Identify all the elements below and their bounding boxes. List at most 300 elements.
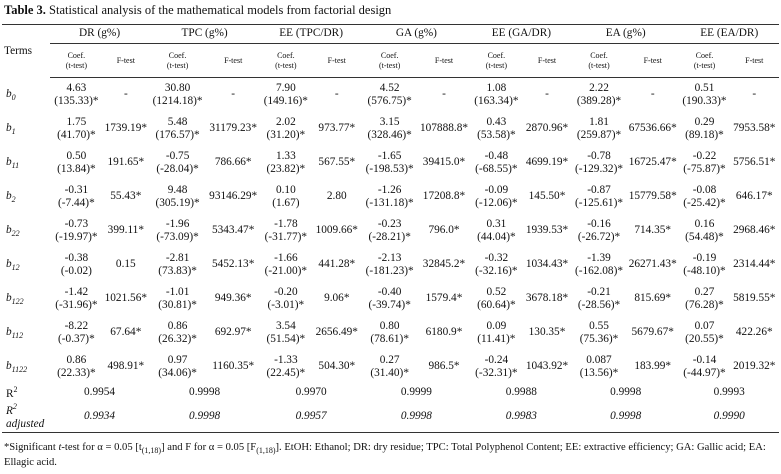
ftest-cell: 1009.66* (315, 224, 358, 237)
ttest-label: (t-test) (379, 60, 401, 70)
group-header-row (2, 25, 779, 44)
coef-value: 0.31 (486, 217, 507, 230)
coef-cell (50, 180, 103, 214)
ftest-cell: - (650, 88, 655, 101)
terms-header: Terms (2, 25, 50, 78)
coef-label: Coef. (67, 51, 86, 61)
coef-value: 0.97 (167, 353, 188, 366)
r2-value: 0.9999 (400, 386, 432, 399)
group-header: EE (GA/DR) (471, 25, 572, 44)
ttest-value: (-162.08)* (574, 265, 623, 277)
ftest-cell: 15779.58* (628, 190, 677, 203)
table-row (2, 350, 779, 384)
coef-cell (471, 146, 522, 180)
coef-cell (260, 214, 311, 248)
ftest-cell: 16725.47* (628, 156, 677, 169)
coef-cell (572, 350, 626, 384)
coef-cell (471, 248, 522, 282)
coef-cell (50, 214, 103, 248)
ttest-value: (328.46)* (367, 129, 412, 141)
term-cell (2, 112, 50, 146)
coef-value: -0.14 (692, 353, 717, 366)
ttest-value: (31.40)* (370, 367, 409, 379)
term-subscript: 112 (11, 330, 24, 340)
ftest-cell: 4699.19* (525, 156, 569, 169)
coef-cell (679, 350, 729, 384)
coef-value: 3.54 (275, 319, 296, 332)
group-header: DR (g%) (50, 25, 149, 44)
ttest-value: (-48.10)* (683, 265, 726, 277)
coef-cell (572, 214, 626, 248)
term-subscript: 22 (11, 228, 20, 238)
coef-cell (50, 78, 103, 113)
footnote-subscript: (1,18) (141, 446, 162, 455)
ttest-value: (-31.96)* (55, 299, 98, 311)
ftest-cell: 796.0* (428, 224, 460, 237)
coef-value: -1.66 (274, 251, 298, 264)
ttest-value: (-19.97)* (55, 231, 98, 243)
ftest-cell: 67536.66* (628, 122, 677, 135)
coef-value: 4.52 (379, 81, 400, 94)
r2-adjusted-value: 0.9983 (471, 402, 572, 432)
coef-value: 0.27 (379, 353, 400, 366)
r2-adjusted-value: 0.9998 (362, 402, 471, 432)
coef-cell (260, 282, 311, 316)
coef-cell (50, 146, 103, 180)
term-cell (2, 214, 50, 248)
coef-cell (362, 78, 417, 113)
ftest-cell: 5756.51* (733, 156, 776, 169)
ttest-value: (-73.09)* (156, 231, 199, 243)
ftest-cell: 1043.92* (525, 360, 569, 373)
coef-cell (149, 112, 206, 146)
term-subscript: 0 (11, 92, 16, 102)
coef-value: 0.86 (66, 353, 87, 366)
coef-header (149, 44, 206, 78)
ftest-cell: 567.55* (318, 156, 356, 169)
coef-value: 0.10 (275, 183, 296, 196)
ttest-label: (t-test) (275, 60, 297, 70)
coef-value: -0.23 (377, 217, 402, 230)
coef-cell (572, 180, 626, 214)
footnote-subscript: (1,18) (256, 446, 276, 455)
ttest-label: (t-test) (693, 60, 716, 70)
ttest-value: (30.81)* (158, 299, 197, 311)
ttest-value: (78.61)* (370, 333, 409, 345)
coef-cell (149, 78, 206, 113)
ftest-header: F-test (626, 44, 679, 78)
table-body (2, 78, 779, 433)
coef-cell (50, 282, 103, 316)
coef-value: 7.90 (275, 81, 296, 94)
coef-cell (471, 214, 522, 248)
term-cell (2, 180, 50, 214)
coef-cell (50, 112, 103, 146)
coef-value: 1.75 (66, 115, 87, 128)
coef-value: -0.87 (587, 183, 611, 196)
coef-value: -0.22 (692, 149, 717, 162)
ftest-cell: - (442, 88, 446, 101)
coef-value: 0.50 (66, 149, 87, 162)
coef-cell (260, 180, 311, 214)
r2-adjusted-value: 0.9934 (50, 402, 149, 432)
r2-value: 0.9998 (610, 386, 642, 399)
ftest-cell: 815.69* (634, 292, 672, 305)
term-symbol: b (6, 359, 12, 372)
ttest-value: (26.32)* (158, 333, 197, 345)
ftest-cell: 2.80 (326, 190, 347, 203)
ftest-cell: - (231, 88, 236, 101)
ttest-value: (-125.61)* (574, 197, 623, 209)
footnote-text: -test for α = 0.05 [t (61, 442, 142, 453)
footnote-text: *Significant (4, 442, 59, 453)
ttest-value: (13.84)* (57, 163, 96, 175)
coef-cell (679, 316, 729, 350)
ftest-cell: 949.36* (214, 292, 252, 305)
ttest-value: (-31.77)* (264, 231, 308, 243)
coef-value: 1.81 (589, 115, 609, 128)
ttest-value: (-7.44)* (58, 197, 95, 209)
ttest-value: (305.19)* (155, 197, 200, 209)
ftest-cell: 498.91* (107, 360, 145, 373)
coef-value: -0.78 (587, 149, 611, 162)
ttest-value: (44.04)* (477, 231, 516, 243)
ftest-cell: 399.11* (107, 224, 144, 237)
coef-cell (679, 282, 729, 316)
group-header: GA (g%) (362, 25, 471, 44)
coef-cell (471, 78, 522, 113)
coef-value: -2.81 (165, 251, 190, 264)
table-row (2, 112, 779, 146)
table-row (2, 316, 779, 350)
statistics-table (2, 24, 779, 433)
coef-value: -1.78 (274, 217, 298, 230)
ttest-value: (89.18)* (685, 129, 724, 141)
r2-row (2, 384, 779, 402)
ttest-value: (60.64)* (477, 299, 516, 311)
ttest-value: (-28.04)* (156, 163, 199, 175)
ftest-header: F-test (730, 44, 779, 78)
ftest-cell: 1739.19* (104, 122, 147, 135)
coef-value: 0.29 (694, 115, 715, 128)
term-symbol: b (6, 155, 12, 168)
ttest-value: (-198.53)* (365, 163, 414, 175)
ttest-label: (t-test) (65, 60, 88, 70)
r2-adjusted-value: 0.9957 (260, 402, 362, 432)
ftest-cell: 145.50* (528, 190, 566, 203)
coef-value: -0.21 (587, 285, 611, 298)
r2-adjusted-row (2, 402, 779, 432)
sub-header-row (2, 44, 779, 78)
coef-cell (679, 248, 729, 282)
ttest-value: (-68.55)* (475, 163, 518, 175)
ftest-cell: 2968.46* (733, 224, 776, 237)
r2-adjusted-value: 0.9990 (679, 402, 779, 432)
ftest-cell: 107888.8* (419, 122, 468, 135)
ftest-cell: - (545, 88, 549, 101)
ttest-value: (13.56)* (579, 367, 619, 379)
r2-value: 0.9993 (713, 386, 745, 399)
ftest-cell: 1021.56* (104, 292, 147, 305)
ftest-cell: 26271.43* (628, 258, 677, 271)
coef-cell (471, 112, 522, 146)
coef-header (50, 44, 103, 78)
coef-value: 0.80 (379, 319, 400, 332)
coef-value: 0.16 (694, 217, 715, 230)
r2-value: 0.9954 (84, 386, 116, 399)
ftest-header: F-test (417, 44, 470, 78)
term-subscript: 12 (11, 262, 20, 272)
ftest-cell: 2870.96* (525, 122, 569, 135)
coef-header (260, 44, 311, 78)
footnote-text: ]. EtOH: Ethanol; DR: dry residue; TPC: Total Polyphenol Content; EE: extractive efficiency; GA: Gallic acid; EA: Ellagic acid. (4, 442, 766, 469)
ttest-value: (20.55)* (685, 333, 724, 345)
ttest-value: (75.36)* (579, 333, 619, 345)
term-cell (2, 316, 50, 350)
ftest-cell: 6180.9* (425, 326, 463, 339)
ftest-header: F-test (522, 44, 572, 78)
coef-cell (149, 214, 206, 248)
coef-cell (260, 78, 311, 113)
ttest-value: (-25.42)* (683, 197, 726, 209)
term-subscript: 1122 (11, 364, 28, 374)
ftest-cell: 692.97* (214, 326, 252, 339)
table-row (2, 214, 779, 248)
ttest-value: (23.82)* (266, 163, 306, 175)
r2-adjusted-value: 0.9998 (572, 402, 679, 432)
ftest-cell: 504.30* (318, 360, 356, 373)
ftest-cell: 422.26* (735, 326, 773, 339)
table-caption (4, 3, 391, 18)
r2-label (2, 384, 50, 402)
term-cell (2, 78, 50, 113)
ttest-value: (-129.32)* (574, 163, 623, 175)
coef-cell (679, 214, 729, 248)
ttest-value: (576.75)* (367, 95, 412, 107)
term-symbol: b (6, 87, 12, 100)
ttest-value: (76.28)* (685, 299, 724, 311)
coef-value: 0.55 (589, 319, 609, 332)
term-subscript: 1 (11, 126, 16, 136)
coef-value: -0.24 (484, 353, 509, 366)
ttest-value: (51.54)* (266, 333, 306, 345)
coef-value: 0.087 (586, 353, 612, 366)
ftest-cell: - (752, 88, 757, 101)
ttest-value: (54.48)* (685, 231, 724, 243)
ftest-cell: 7953.58* (733, 122, 776, 135)
coef-value: 1.33 (275, 149, 296, 162)
coef-value: -1.01 (165, 285, 190, 298)
coef-value: -1.39 (587, 251, 611, 264)
ftest-cell: 1034.43* (525, 258, 569, 271)
coef-value: -0.75 (165, 149, 190, 162)
ftest-cell: 2019.32* (733, 360, 776, 373)
term-cell (2, 248, 50, 282)
ftest-cell: 5452.13* (211, 258, 255, 271)
ttest-label: (t-test) (588, 60, 610, 70)
coef-value: -0.19 (692, 251, 717, 264)
coef-value: 1.08 (486, 81, 507, 94)
coef-cell (572, 112, 626, 146)
coef-value: -0.31 (64, 183, 89, 196)
ttest-value: (-32.16)* (475, 265, 518, 277)
coef-cell (679, 78, 729, 113)
coef-value: -0.73 (64, 217, 89, 230)
ttest-value: (41.70)* (57, 129, 96, 141)
coef-value: 0.52 (486, 285, 507, 298)
ttest-value: (-44.97)* (683, 367, 726, 379)
term-symbol: b (6, 325, 12, 338)
ttest-value: (389.28)* (576, 95, 622, 107)
ttest-value: (31.20)* (266, 129, 306, 141)
coef-cell (260, 316, 311, 350)
coef-value: -0.16 (587, 217, 611, 230)
ttest-value: (-32.31)* (475, 367, 518, 379)
ttest-value: (-181.23)* (365, 265, 414, 277)
ttest-value: (-26.72)* (577, 231, 621, 243)
ftest-header: F-test (103, 44, 149, 78)
ftest-cell: 1939.53* (525, 224, 569, 237)
ftest-cell: 5679.67* (631, 326, 674, 339)
ftest-cell: 2314.44* (733, 258, 776, 271)
table-row (2, 78, 779, 113)
coef-cell (149, 180, 206, 214)
ftest-cell: 973.77* (318, 122, 356, 135)
r2-value: 0.9970 (295, 386, 327, 399)
table-row (2, 282, 779, 316)
coef-cell (362, 316, 417, 350)
ttest-value: (163.34)* (474, 95, 519, 107)
term-subscript: 11 (11, 160, 20, 170)
coef-header (572, 44, 626, 78)
coef-header (362, 44, 417, 78)
table-row (2, 146, 779, 180)
coef-value: -0.48 (484, 149, 509, 162)
coef-cell (471, 316, 522, 350)
ftest-cell: 39415.0* (422, 156, 466, 169)
ttest-value: (34.06)* (158, 367, 197, 379)
coef-cell (572, 248, 626, 282)
ttest-value: (-39.74)* (368, 299, 411, 311)
term-cell (2, 146, 50, 180)
coef-cell (362, 350, 417, 384)
ttest-value: (1.67) (272, 197, 300, 209)
term-symbol: b (6, 291, 12, 304)
coef-cell (260, 350, 311, 384)
coef-cell (471, 350, 522, 384)
coef-cell (362, 214, 417, 248)
coef-value: -1.96 (165, 217, 190, 230)
term-symbol: b (6, 223, 12, 236)
ftest-header: F-test (312, 44, 363, 78)
ftest-cell: 646.17* (735, 190, 773, 203)
ttest-value: (22.33)* (57, 367, 96, 379)
r2-value: 0.9988 (505, 386, 537, 399)
ftest-cell: 17208.8* (422, 190, 466, 203)
coef-cell (260, 112, 311, 146)
ttest-value: (1214.18)* (152, 95, 203, 107)
ttest-value: (149.16)* (263, 95, 308, 107)
ftest-cell: 9.06* (324, 292, 350, 305)
table-label: Table 3. (4, 3, 46, 17)
ftest-cell: 130.35* (528, 326, 566, 339)
r2-value: 0.9998 (189, 386, 221, 399)
ftest-cell: 0.15 (115, 258, 136, 271)
coef-value: -0.38 (64, 251, 89, 264)
coef-value: 9.48 (167, 183, 188, 196)
coef-value: -1.26 (377, 183, 402, 196)
coef-cell (362, 282, 417, 316)
r2-superscript: 2 (13, 384, 18, 394)
r2-superscript: 2 (12, 402, 17, 411)
coef-label: Coef. (487, 51, 506, 61)
ftest-header: F-test (206, 44, 260, 78)
ttest-value: (-3.01)* (267, 299, 305, 311)
ttest-value: (-131.18)* (365, 197, 414, 209)
ftest-cell: 191.65* (107, 156, 145, 169)
coef-header (471, 44, 522, 78)
coef-value: 0.07 (694, 319, 715, 332)
coef-label: Coef. (168, 51, 187, 61)
coef-cell (149, 316, 206, 350)
coef-cell (572, 78, 626, 113)
coef-label: Coef. (277, 51, 295, 61)
r2-adjusted-label (2, 402, 50, 432)
coef-value: -0.20 (274, 285, 298, 298)
ttest-value: (11.41)* (477, 333, 516, 345)
ftest-cell: - (334, 88, 339, 101)
ftest-cell: 714.35* (634, 224, 672, 237)
coef-header (679, 44, 729, 78)
coef-cell (149, 248, 206, 282)
r2-adjusted-text: adjusted (6, 418, 45, 431)
ftest-cell: 5343.47* (211, 224, 255, 237)
coef-label: Coef. (380, 51, 399, 61)
group-header: EE (EA/DR) (679, 25, 779, 44)
coef-value: 2.22 (589, 81, 609, 94)
term-symbol: b (6, 189, 12, 202)
coef-cell (572, 146, 626, 180)
ttest-value: (-28.21)* (368, 231, 411, 243)
r2-adjusted-value: 0.9998 (149, 402, 260, 432)
ftest-cell: 32845.2* (422, 258, 466, 271)
ttest-value: (-0.02) (60, 265, 92, 277)
ttest-value: (73.83)* (158, 265, 197, 277)
term-cell (2, 350, 50, 384)
ttest-value: (135.33)* (54, 95, 99, 107)
ftest-cell: 93146.29* (209, 190, 258, 203)
ttest-value: (-0.37)* (58, 333, 95, 345)
coef-value: -2.13 (377, 251, 402, 264)
coef-cell (149, 350, 206, 384)
coef-value: 0.43 (486, 115, 507, 128)
coef-value: -0.08 (692, 183, 717, 196)
ttest-value: (190.33)* (682, 95, 727, 107)
coef-cell (572, 282, 626, 316)
coef-cell (471, 180, 522, 214)
table-title: Statistical analysis of the mathematical models from factorial design (49, 3, 392, 17)
term-symbol: b (6, 121, 12, 134)
term-cell (2, 282, 50, 316)
coef-value: 3.15 (379, 115, 400, 128)
coef-label: Coef. (695, 51, 714, 61)
coef-value: 2.02 (275, 115, 296, 128)
coef-cell (679, 112, 729, 146)
coef-cell (679, 146, 729, 180)
ttest-label: (t-test) (166, 60, 189, 70)
coef-value: -1.65 (377, 149, 402, 162)
ttest-value: (-75.87)* (683, 163, 726, 175)
